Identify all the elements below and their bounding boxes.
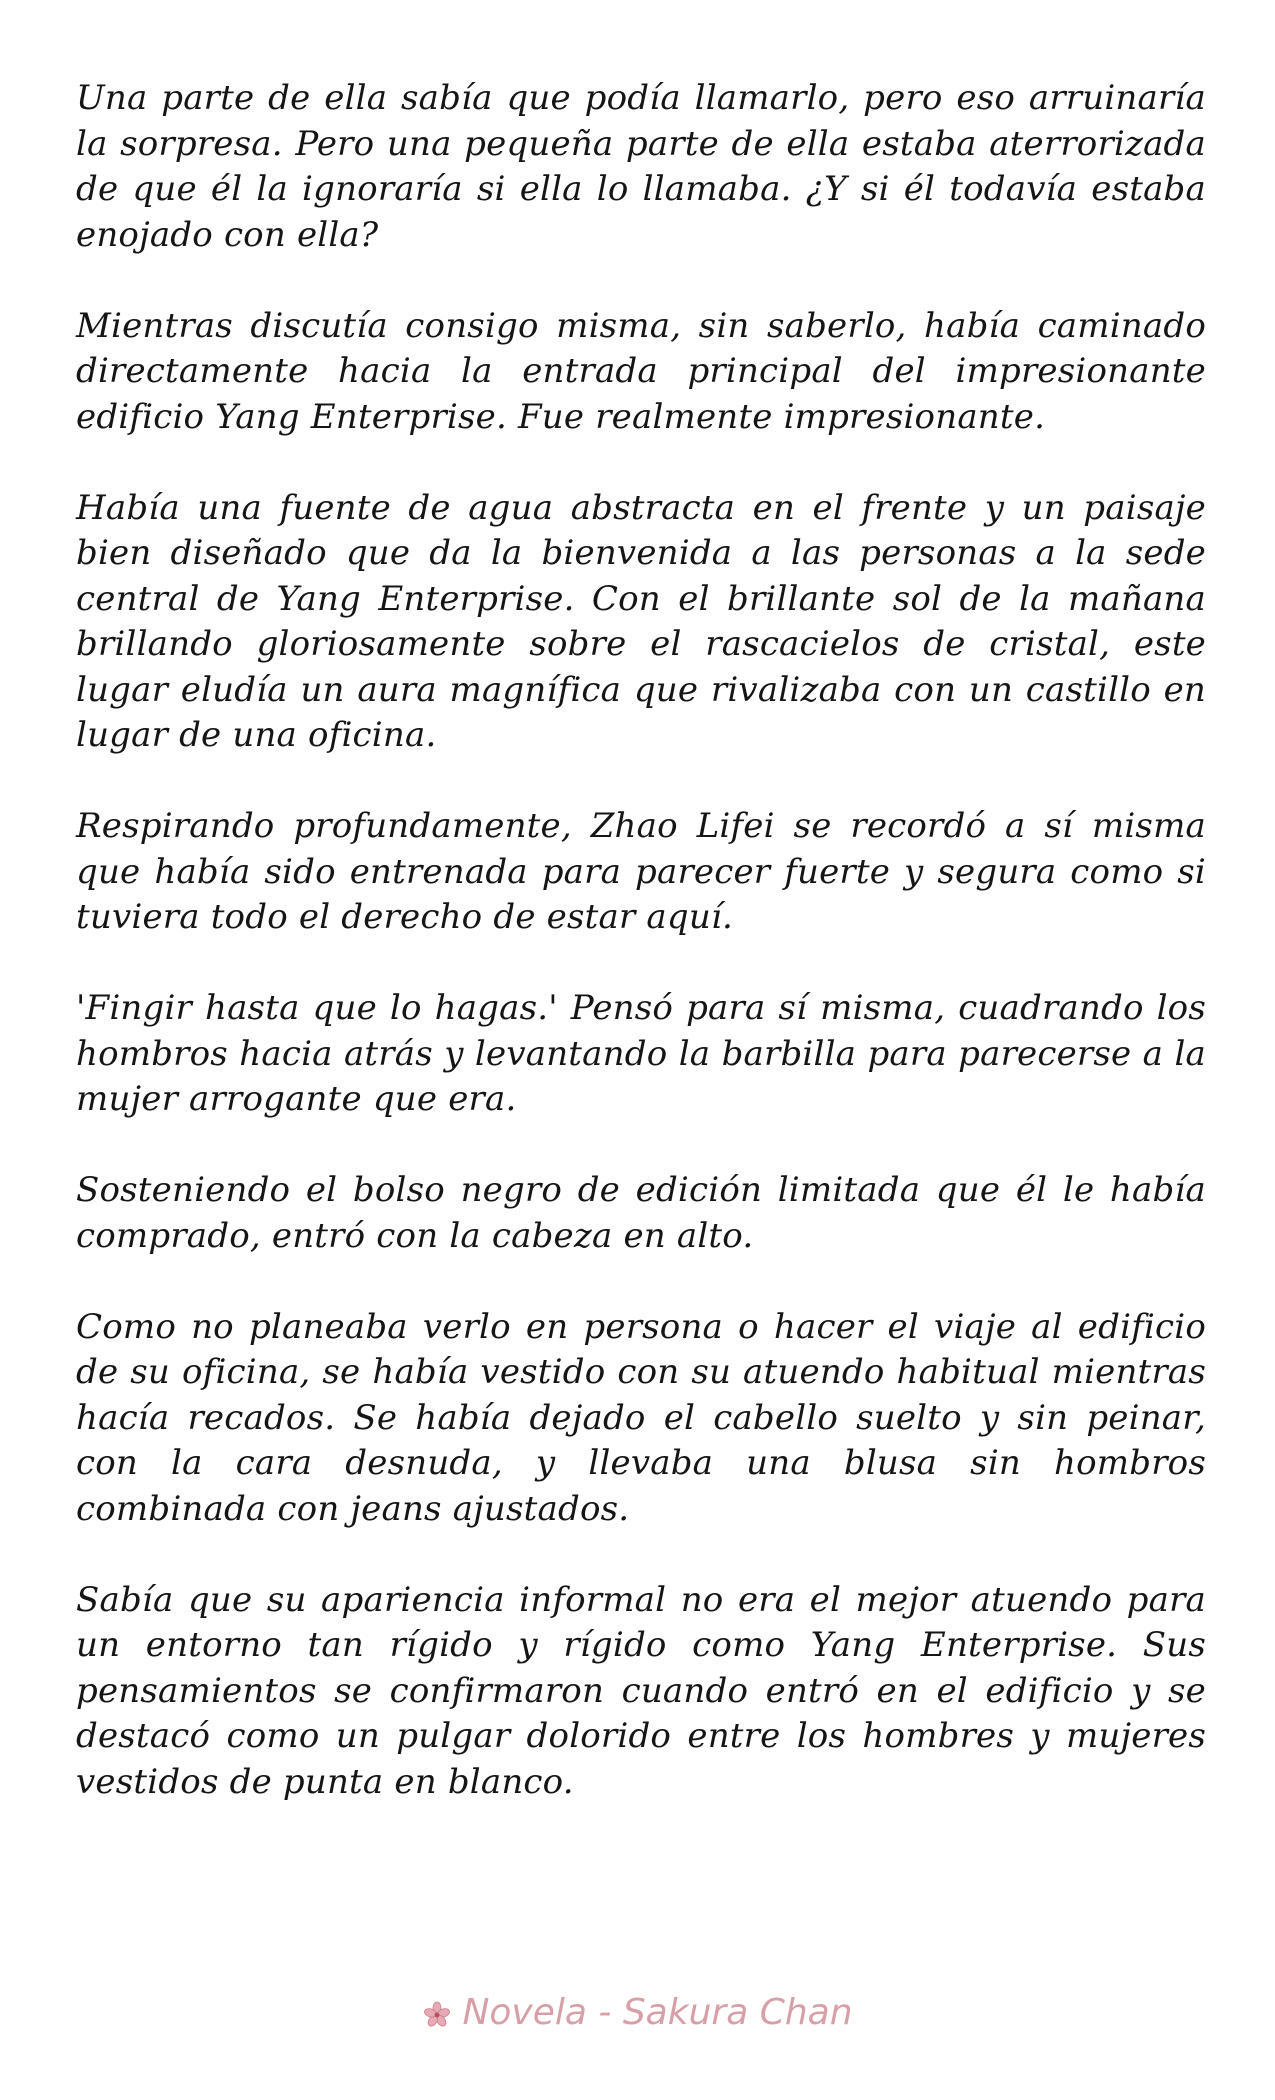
sakura-flower-icon xyxy=(422,1998,452,2028)
paragraph-4: Respirando profundamente, Zhao Lifei se recordó a sí misma que había sido entrenada para parecer fuerte y segura como si tuviera todo el derecho de estar aquí. xyxy=(76,806,1206,937)
footer-text: Novela - Sakura Chan xyxy=(462,1992,853,2033)
paragraph-2: Mientras discutía consigo misma, sin saberlo, había caminado directamente hacia la entrada principal del impresionante edificio Yang Enterprise. Fue realmente impresionante. xyxy=(76,305,1206,437)
paragraph-6: Sosteniendo el bolso negro de edición limitada que él le había comprado, entró con la cabeza en alto. xyxy=(76,1170,1206,1256)
paragraph-8: Sabía que su apariencia informal no era el mejor atuendo para un entorno tan rígido y rígido como Yang Enterprise. Sus pensamientos se confirmaron cuando entró en el edificio y se destacó como un pulgar dolorido entre los hombres y mujeres vestidos de punta en blanco. xyxy=(76,1579,1206,1802)
paragraph-1: Una parte de ella sabía que podía llamarlo, pero eso arruinaría la sorpresa. Pero una pequeña parte de ella estaba aterrorizada de que él la ignoraría si ella lo llamaba. ¿Y si él todavía estaba enojado con ella? xyxy=(76,78,1206,255)
paragraph-5: 'Fingir hasta que lo hagas.' Pensó para sí misma, cuadrando los hombros hacia atrás y levantando la barbilla para parecerse a la mujer arrogante que era. xyxy=(76,988,1206,1119)
paragraph-7: Como no planeaba verlo en persona o hacer el viaje al edificio de su oficina, se había vestido con su atuendo habitual mientras hacía recados. Se había dejado el cabello suelto y sin peinar, con la cara desnuda, y llevaba una blusa sin hombros combinada con jeans ajustados. xyxy=(76,1306,1206,1529)
footer-watermark xyxy=(0,1992,1275,2033)
paragraph-3: Había una fuente de agua abstracta en el frente y un paisaje bien diseñado que da la bienvenida a las personas a la sede central de Yang Enterprise. Con el brillante sol de la mañana brillando gloriosamente sobre el rascacielos de cristal, este lugar eludía un aura magnífica que rivalizaba con un castillo en lugar de una oficina. xyxy=(76,487,1206,755)
document-body xyxy=(76,76,1206,1851)
